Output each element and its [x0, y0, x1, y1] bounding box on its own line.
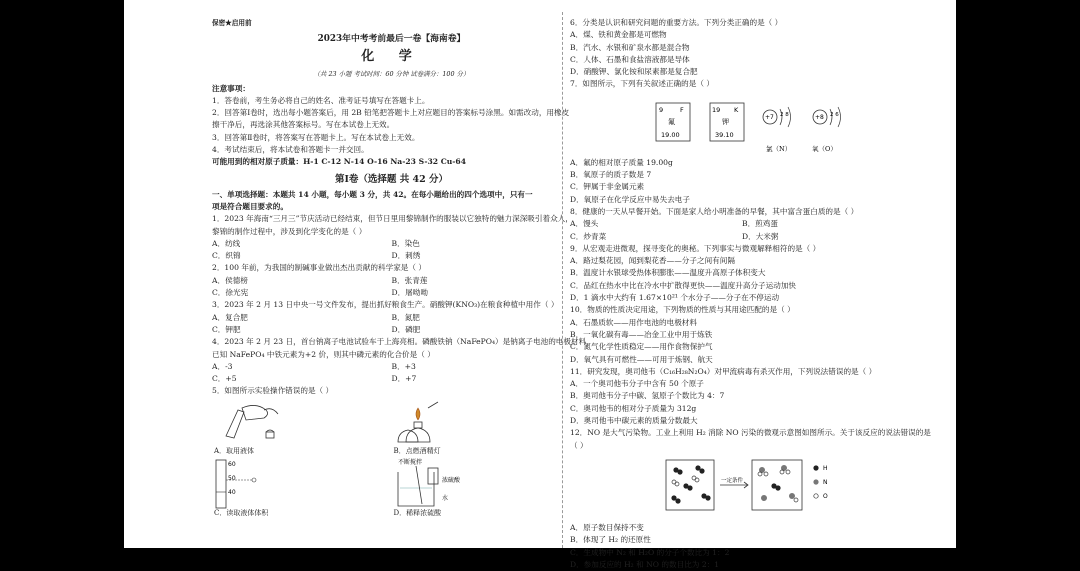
option-c: C．氮气化学性质稳定——用作食物保护气	[570, 342, 713, 352]
question-6	[570, 17, 914, 78]
question-stem: 6．分类是认识和研究问题的重要方法。下列分类正确的是（ ）	[570, 18, 783, 27]
figure-light-lamp	[392, 398, 572, 458]
products-box	[752, 460, 802, 510]
element-card-f	[656, 103, 690, 141]
section-instruction: 一、单项选择题：本题共 14 小题，每小题 3 分，共 42。在每小题给出的四个选项中，只有一	[212, 189, 533, 199]
question-stem: （ ）	[570, 440, 588, 450]
figure-read-volume	[212, 458, 392, 520]
nucleus-charge: +7	[765, 113, 774, 121]
nucleus-charge: +8	[815, 113, 824, 121]
question-stem: 5．如图所示实验操作错误的是（ ）	[212, 386, 334, 396]
option-c: C．品红在热水中比在冷水中扩散得更快——温度升高分子运动加快	[570, 280, 797, 290]
question-10	[570, 304, 914, 365]
figure-reaction	[570, 452, 914, 522]
water-label: 水	[441, 494, 448, 502]
option-c: C．读取液体体积	[214, 509, 269, 518]
option-b: B．氧原子的质子数是 7	[570, 170, 652, 180]
element-name: 钾	[722, 117, 729, 126]
option-d: D．大米粥	[742, 231, 779, 241]
note-item: 3．回答第Ⅱ卷时，将答案写在答题卡上。写在本试卷上无效。	[212, 132, 420, 142]
option-b: B．+3	[391, 361, 416, 371]
option-d: D．1 滴水中大约有 1.67×10²¹ 个水分子——分子在不停运动	[570, 293, 780, 303]
question-4	[212, 336, 594, 385]
secret-mark: 保密★启用前	[212, 19, 252, 27]
option-c: C．人体、石墨和食盐溶液都是导体	[570, 54, 690, 64]
legend-label: O	[823, 492, 828, 500]
question-9	[570, 243, 914, 304]
question-8	[570, 206, 914, 243]
legend-label: H	[823, 464, 828, 472]
notes-heading: 注意事项：	[212, 83, 250, 93]
right-column	[570, 17, 931, 569]
option-b: B．温度计水银球受热体积膨胀——温度升高原子体积变大	[570, 268, 766, 278]
beaker-illustration	[392, 458, 562, 510]
take-liquid-illustration	[212, 398, 382, 448]
part-one-title: 第Ⅰ卷（选择题 共 42 分）	[334, 173, 449, 185]
ion-label: 氧（O）	[812, 144, 837, 153]
acid-label: 浓硫酸	[441, 476, 460, 484]
question-stem: 9．从宏观走进微观，探寻变化的奥秘。下列事实与微观解释相符的是（ ）	[570, 243, 821, 253]
question-stem: 3．2023 年 2 月 13 日中央一号文件发布，提出抓好粮食生产。硝酸钾(KNO₃)在粮食种植中用作（ ）	[212, 300, 559, 310]
option-a: A．-3	[212, 361, 233, 371]
shell-electrons: 2 8	[780, 111, 789, 118]
option-b: B．染色	[391, 238, 420, 248]
question-1	[212, 213, 571, 262]
atomic-number: 9	[659, 105, 664, 114]
element-card-k	[710, 103, 744, 141]
option-d: D．参加反应的 H₂ 和 NO 的数目比为 2：1	[570, 559, 720, 569]
question-stem: 4．2023 年 2 月 23 日，首台钠离子电池试验车于上海亮相。磷酸铁钠（NaFePO₄）是钠离子电池的电极材料，	[212, 337, 594, 347]
option-b: B．点燃酒精灯	[393, 447, 441, 456]
cylinder-illustration	[212, 458, 382, 510]
option-b: B．氮肥	[391, 312, 420, 322]
question-2	[212, 262, 571, 299]
question-stem: 11．研究发现，奥司他韦（C₁₆H₂₈N₂O₄）对甲流病毒有杀灭作用，下列说法错误的是（ ）	[570, 366, 877, 376]
question-stem: 7．如图所示，下列有关叙述正确的是（ ）	[570, 79, 714, 89]
figure-take-liquid	[212, 398, 392, 458]
option-c: C．+5	[212, 374, 237, 384]
option-a: A．原子数目保持不变	[570, 522, 644, 532]
question-stem: 8．健康的一天从早餐开始。下面是家人给小明准备的早餐，其中富含蛋白质的是（ ）	[570, 206, 859, 216]
reaction-condition: 一定条件	[721, 477, 744, 484]
shell-electrons: 2 6	[830, 111, 839, 118]
legend	[813, 465, 828, 500]
option-a: A．路过梨花园，闻到梨花香——分子之间有间隔	[570, 256, 735, 266]
product-molecules	[758, 465, 798, 502]
ion-structure-2	[812, 107, 841, 153]
option-d: D．+7	[391, 374, 417, 384]
reactant-molecules	[671, 465, 710, 503]
scale-label: 60	[228, 460, 236, 468]
note-item: 擦干净后，再选涂其他答案标号。写在本试卷上无效。	[212, 120, 395, 130]
option-a: A．煤、铁和黄金都是可燃物	[570, 30, 667, 40]
reactants-box	[666, 460, 714, 510]
figure-elements	[570, 91, 914, 157]
option-b: B．体现了 H₂ 的还原性	[570, 535, 651, 545]
option-d: D．硝酸钾、氯化铵和尿素都是复合肥	[570, 67, 698, 77]
option-b: B．奥司他韦分子中碳、氢原子个数比为 4：7	[570, 391, 725, 401]
scale-label: 40	[228, 488, 236, 496]
alcohol-lamp-illustration	[392, 398, 562, 448]
option-c: C．徐光宪	[212, 288, 249, 298]
question-3	[212, 299, 571, 336]
option-d: D．磷肥	[391, 324, 421, 334]
option-a: A．馒头	[570, 219, 599, 229]
option-d: D．刺绣	[391, 251, 421, 261]
option-c: C．奥司他韦的相对分子质量为 312g	[570, 403, 697, 413]
option-a: A．纺线	[212, 238, 241, 248]
question-7	[570, 78, 914, 205]
option-a: A．取用液体	[214, 447, 255, 456]
option-c: C．钾肥	[212, 324, 241, 334]
option-d: D．氧原子在化学反应中易失去电子	[570, 194, 690, 204]
question-12	[570, 427, 931, 571]
option-b: B．张青莲	[391, 275, 428, 285]
exam-info: （共 23 小题 考试时间：60 分钟 试卷满分：100 分）	[313, 70, 470, 79]
reaction-illustration	[570, 452, 910, 518]
exam-title: 2023年中考考前最后一卷【海南卷】	[317, 34, 466, 45]
element-cards-illustration	[570, 91, 910, 157]
option-b: B．一氧化碳有毒——冶金工业中用于炼铁	[570, 329, 713, 339]
option-a: A．侯德榜	[212, 275, 248, 285]
stir-label: 不断搅拌	[397, 458, 422, 466]
element-name: 氟	[668, 117, 675, 126]
ion-label: 氯（N）	[766, 144, 792, 153]
atomic-number: 19	[712, 105, 721, 114]
option-a: A．一个奥司他韦分子中含有 50 个原子	[570, 379, 704, 389]
option-c: C．钾属于非金属元素	[570, 182, 645, 192]
option-b: B．汽水、水银和矿泉水都是混合物	[570, 42, 690, 52]
question-stem: 2．100 年前，为我国的制碱事业做出杰出贡献的科学家是（ ）	[212, 263, 426, 273]
note-item: 4．考试结束后，将本试卷和答题卡一并交回。	[212, 145, 369, 155]
option-c: C．生成物中 N₂ 和 H₂O 的分子个数比为 1：2	[570, 547, 730, 557]
option-c: C．织锦	[212, 251, 241, 261]
option-a: A．石墨质软——用作电池的电极材料	[570, 317, 697, 327]
note-item: 2．回答第Ⅰ卷时，选出每小题答案后，用 2B 铅笔把答题卡上对应题目的答案标号涂黑。如需改动，用橡皮	[212, 108, 570, 118]
question-stem: 已知 NaFePO₄ 中铁元素为+2 价，则其中磷元素的化合价是（ ）	[212, 349, 435, 359]
option-c: C．炒青菜	[570, 231, 607, 241]
element-symbol: F	[680, 105, 684, 114]
figure-dilute-acid	[392, 458, 572, 520]
option-b: B．煎鸡蛋	[742, 219, 778, 229]
question-stem: 黎锦的制作过程中，涉及到化学变化的是（ ）	[212, 226, 367, 236]
ion-structure-1	[763, 107, 791, 153]
legend-label: N	[823, 478, 828, 486]
question-stem: 10．物质的性质决定用途，下列物质的性质与其用途匹配的是（ ）	[570, 305, 795, 315]
scale-label: 50	[228, 474, 236, 482]
option-d: D．奥司他韦中碳元素的质量分数最大	[570, 416, 698, 426]
question-11	[570, 366, 914, 427]
question-stem: 12．NO 是大气污染物。工业上利用 H₂ 消除 NO 污染的微观示意图如图所示。关于该反应的说法错误的是	[570, 428, 931, 438]
section-instruction: 项是符合题目要求的。	[212, 201, 288, 211]
note-item: 1．答卷前，考生务必将自己的姓名、准考证号填写在答题卡上。	[212, 95, 430, 105]
option-d: D．氧气具有可燃性——可用于炼钢、航天	[570, 354, 713, 364]
option-d: D．稀释浓硫酸	[393, 509, 442, 518]
subject-title: 化 学	[361, 49, 422, 65]
element-symbol: K	[734, 105, 739, 114]
atomic-mass-line: 可能用到的相对原子质量：H-1 C-12 N-14 O-16 Na-23 S-32 Cu-64	[212, 157, 466, 167]
option-a: A．复合肥	[212, 312, 248, 322]
exam-page	[124, 0, 956, 569]
option-d: D．屠呦呦	[391, 288, 428, 298]
option-a: A．氟的相对原子质量 19.00g	[570, 157, 673, 167]
question-5	[212, 385, 571, 519]
atomic-mass: 19.00	[661, 130, 680, 139]
column-divider	[562, 12, 563, 548]
question-stem: 1．2023 年海南“三月三”节庆活动已经结束，但节日里用黎锦制作的服装以它独特的魅力深深吸引着众人，	[212, 214, 573, 224]
atomic-mass: 39.10	[715, 130, 734, 139]
